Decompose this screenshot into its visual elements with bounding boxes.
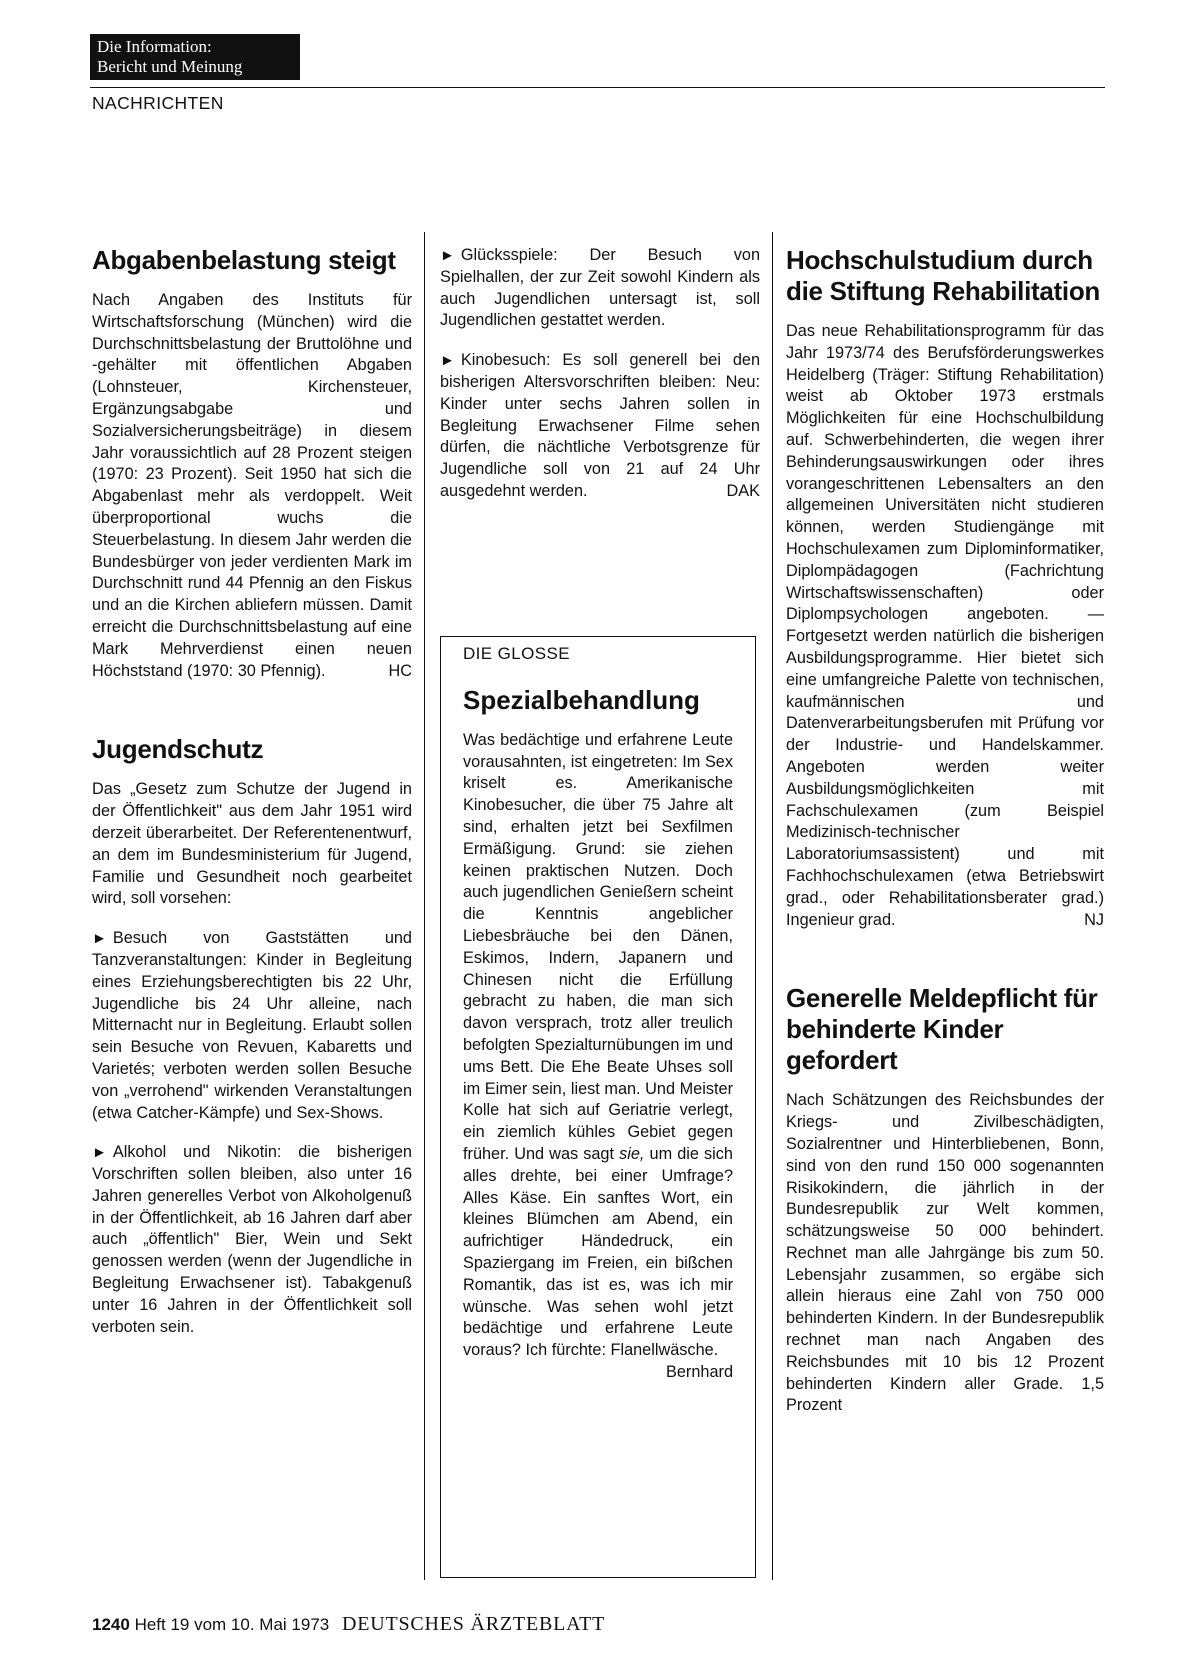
article-jugendschutz [92, 734, 412, 1338]
article-intro: Das „Gesetz zum Schutze der Jugend in der Öffentlichkeit" aus dem Jahr 1951 wird derzeit überarbeitet. Der Referentenentwurf, an dem im Bundesministerium für Jugend, Familie und Gesundheit noch gearbeitet wird, soll vorsehen: [92, 780, 412, 908]
author-signature: NJ [1084, 910, 1104, 929]
article-hochschulstudium [786, 245, 1104, 931]
article-title: Abgabenbelastung steigt [92, 245, 396, 275]
article-body [786, 321, 1104, 931]
author-signature: DAK [726, 481, 760, 500]
list-item-text: Kinobesuch: Es soll generell bei den bisherigen Altersvorschriften bleiben: Neu: Kinder unter sechs Jahren sollen in Begleitung Erwachsener Filme sehen dürfen, die nächtliche Verbotsgrenze für Jugendliche soll von 21 auf 24 Uhr ausgedehnt werden. [440, 351, 760, 500]
journal-name: DEUTSCHES ÄRZTEBLATT [341, 1613, 606, 1635]
triangle-bullet-icon: ► [440, 352, 455, 370]
list-item [92, 928, 412, 1124]
column-divider [424, 232, 425, 1580]
list-item-text: Besuch von Gaststätten und Tanzveranstaltungen: Kinder in Begleitung eines Erziehungsberechtigten bis 22 Uhr, Jugendliche bis 24 Uhr alleine, nach Mitternacht nur in Begleitung. Erlaubt sollen sein Besuche von Revuen, Kabaretts und Varietés; verboten werden sollen Besuche von „verrohend" wirkenden Veranstaltungen (etwa Catcher-Kämpfe) und Sex-Shows. [92, 929, 412, 1122]
author-signature: HC [388, 661, 412, 680]
glosse-body [463, 730, 733, 1381]
column-2 [440, 245, 760, 521]
list-item [92, 1142, 412, 1338]
column-divider [772, 232, 773, 1580]
glosse-body-text-1: Was bedächtige und erfahrene Leute vorausahnten, ist eingetreten: Im Sex kriselt es. Amerikanische Kinobesucher, die über 75 Jahre alt sind, erhalten jetzt bei Sexfilmen Ermäßigung. Grund: sie ziehen keinen praktischen Nutzen. Doch auch jugendlichen Genießern scheint die Kenntnis angeblicher Liebesbräuche bei den Dänen, Eskimos, Indern, Japanern und Chinesen nicht die Erfüllung gebracht zu haben, die man sich davon versprach, trotz aller treulich befolgten Spezialturnübungen im und ums Bett. Die Ehe Beate Uhses soll im Eimer sein, liest man. Und Meister Kolle hat sich auf Geriatrie verlegt, ein ziemlich kühles Gebiet gegen früher. Und was sagt [463, 730, 733, 1163]
column-1 [92, 245, 412, 1356]
page-footer [92, 1613, 605, 1636]
article-body-text: Nach Angaben des Instituts für Wirtschaftsforschung (München) wird die Durchschnittsbelastung der Bruttolöhne und -gehälter mit öffentlichen Abgaben (Lohnsteuer, Kirchensteuer, Ergänzungsabgabe und Sozialversicherungsbeiträge) in diesem Jahr voraussichtlich auf 28 Prozent steigen (1970: 23 Prozent). Seit 1950 hat sich die Abgabenlast mehr als verdoppelt. Weit überproportional wuchs die Steuerbelastung. In diesem Jahr werden die Bundesbürger von jeder verdienten Mark im Durchschnitt rund 44 Pfennig an den Fiskus und an die Kirchen abliefern müssen. Damit erreicht die Durchschnittsbelastung auf eine Mark Mehrverdienst einen neuen Höchststand (1970: 30 Pfennig). [92, 291, 412, 680]
header-rule [90, 87, 1105, 88]
issue-info: Heft 19 vom 10. Mai 1973 [134, 1615, 330, 1634]
article-body [92, 290, 412, 682]
author-signature: Bernhard [666, 1362, 733, 1381]
rubric-box [90, 34, 300, 80]
article-abgabenbelastung [92, 245, 412, 682]
list-item-text: Alkohol und Nikotin: die bisherigen Vorschriften sollen bleiben, also unter 16 Jahren generelles Verbot von Alkoholgenuß in der Öffentlichkeit, ab 16 Jahren darf aber auch „öffentlich" Bier, Wein und Sekt genossen werden (wenn der Jugendliche in Begleitung Erwachsener ist). Tabakgenuß unter 16 Jahren in der Öffentlichkeit soll verboten sein. [92, 1143, 412, 1336]
article-title: Hochschulstudium durch die Stiftung Rehabilitation [786, 245, 1100, 306]
article-body: Nach Schätzungen des Reichsbundes der Kriegs- und Zivilbeschädigten, Sozialrentner und Hinterbliebenen, Bonn, sind von den rund 150 000 sogenannten Risikokindern, die jährlich in der Bundesrepublik zur Welt kommen, schätzungsweise 50 000 behindert. Rechnet man alle Jahrgänge bis zum 50. Lebensjahr zusammen, so ergäbe sich allein hieraus eine Zahl von 750 000 behinderten Kindern. In der Bundesrepublik rechnet man nach Angaben des Reichsbundes mit 10 bis 12 Prozent behinderten Kindern aller Grade. 1,5 Prozent [786, 1091, 1104, 1415]
rubric-line-2: Bericht und Meinung [97, 57, 243, 76]
section-label: NACHRICHTEN [92, 93, 224, 113]
article-meldepflicht [786, 983, 1104, 1417]
article-title: Jugendschutz [92, 734, 264, 765]
triangle-bullet-icon: ► [92, 1144, 107, 1162]
glosse-body-text-2: um die sich alles drehte, bei einer Umfrage? Alles Käse. Ein sanftes Wort, ein kleines Blümchen am Abend, ein aufrichtiger Händedruck, ein Spaziergang im Freien, ein bißchen Romantik, das ist es, was ich mir wünsche. Was sehen wohl jetzt bedächtige und erfahrene Leute voraus? Ich fürchte: Flanellwäsche. [463, 1144, 733, 1360]
rubric-line-1: Die Information: [97, 37, 212, 56]
glosse-emphasis: sie, [619, 1144, 645, 1163]
list-item-text: Glücksspiele: Der Besuch von Spielhallen, der zur Zeit sowohl Kindern als auch Jugendlichen untersagt ist, soll Jugendlichen gestattet werden. [440, 246, 760, 330]
article-title: Generelle Meldepflicht für behinderte Kinder gefordert [786, 983, 1098, 1076]
triangle-bullet-icon: ► [92, 930, 107, 948]
triangle-bullet-icon: ► [440, 247, 455, 264]
glosse-title: Spezialbehandlung [463, 684, 700, 715]
list-item [440, 245, 760, 332]
column-3 [786, 245, 1104, 1435]
glosse-box [440, 636, 756, 1578]
glosse-kicker: DIE GLOSSE [463, 644, 570, 663]
list-item [440, 350, 760, 503]
page-number: 1240 [92, 1615, 130, 1634]
article-body-text: Das neue Rehabilitationsprogramm für das Jahr 1973/74 des Berufsförderungswerkes Heidelberg (Träger: Stiftung Rehabilitation) weist ab Oktober 1973 erstmals Möglichkeiten für eine Hochschulbildung auf. Schwerbehinderten, die wegen ihrer Behinderungsauswirkungen oder ihres vorangeschrittenen Lebensalters an den allgemeinen Universitäten nicht studieren können, werden Studiengänge mit Hochschulexamen zum Diplominformatiker, Diplompädagogen (Fachrichtung Wirtschaftswissenschaften) oder Diplompsychologen angeboten. — Fortgesetzt werden natürlich die bisherigen Ausbildungsprogramme. Hier bietet sich eine umfangreiche Palette von technischen, kaufmännischen und Datenverarbeitungsberufen mit Prüfung vor der Industrie- und Handelskammer. Angeboten werden weiter Ausbildungsmöglichkeiten mit Fachschulexamen (zum Beispiel Medizinisch-technischer Laboratoriumsassistent) und mit Fachhochschulexamen (etwa Betriebswirt grad., oder Rehabilitationsberater grad.) Ingenieur grad. [786, 322, 1104, 929]
